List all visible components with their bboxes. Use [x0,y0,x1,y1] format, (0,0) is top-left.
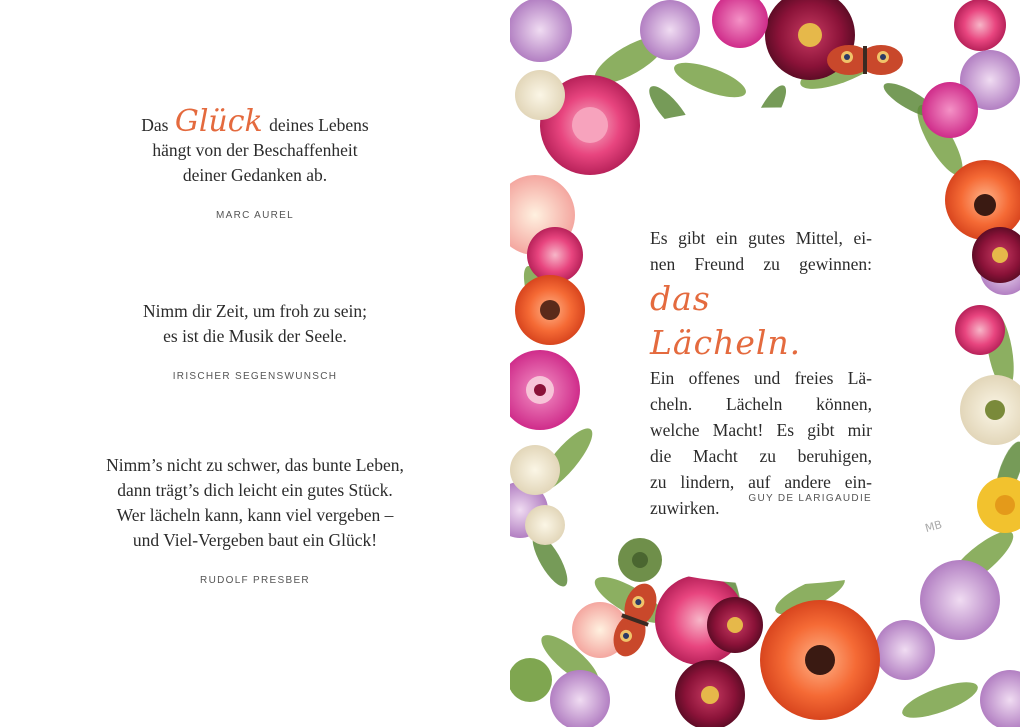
quote-line1: Nimm’s nicht zu schwer, das bunte Leben, [106,455,404,475]
quote-line: welche Macht! Es gibt mir [650,420,872,440]
quote-line2: es ist die Musik der Seele. [163,326,347,346]
quote-author: GUY DE LARIGAUDIE [748,493,872,504]
quote-irischer-segenswunsch [40,299,470,382]
quote-line2: dann trägt’s dich leicht ein gutes Stück. [117,480,393,500]
quote-line3: deiner Gedanken ab. [182,165,328,185]
quote-line: zuwirken. [650,498,720,518]
quote-line2: hängt von der Beschaffenheit [152,140,358,160]
quote-text [40,299,470,349]
right-quote-text [650,225,872,521]
quote-line4: und Viel-Vergeben baut ein Glück! [132,530,378,550]
quote-line: nen Freund zu gewinnen: [650,254,872,274]
quote-rudolf-presber [40,453,470,586]
quote-line: die Macht zu beruhigen, [650,446,872,466]
butterfly-top [827,45,903,75]
quote-prefix: Das [141,115,169,135]
right-page [510,0,1020,727]
quote-line: Es gibt ein gutes Mittel, ei- [650,228,872,248]
quote-text [40,104,470,188]
script-word-glueck: Glück [174,104,263,139]
quote-line: Ein offenes und freies Lä- [650,368,872,388]
quote-marc-aurel [40,104,470,221]
script-phrase-laecheln: das Lächeln. [650,279,802,362]
quote-author: RUDOLF PRESBER [200,575,310,586]
quote-author: IRISCHER SEGENSWUNSCH [172,371,338,382]
quote-author: MARC AUREL [215,210,294,221]
quote-line1: Nimm dir Zeit, um froh zu sein; [142,301,368,321]
quote-line: zu lindern, auf andere ein- [650,472,872,492]
quote-line3: Wer lächeln kann, kann viel vergeben – [116,505,394,525]
quote-line1-rest: deines Lebens [269,115,369,135]
quote-line: cheln. Lächeln können, [650,394,872,414]
artist-monogram: MB [923,518,944,535]
quote-text [40,453,470,553]
